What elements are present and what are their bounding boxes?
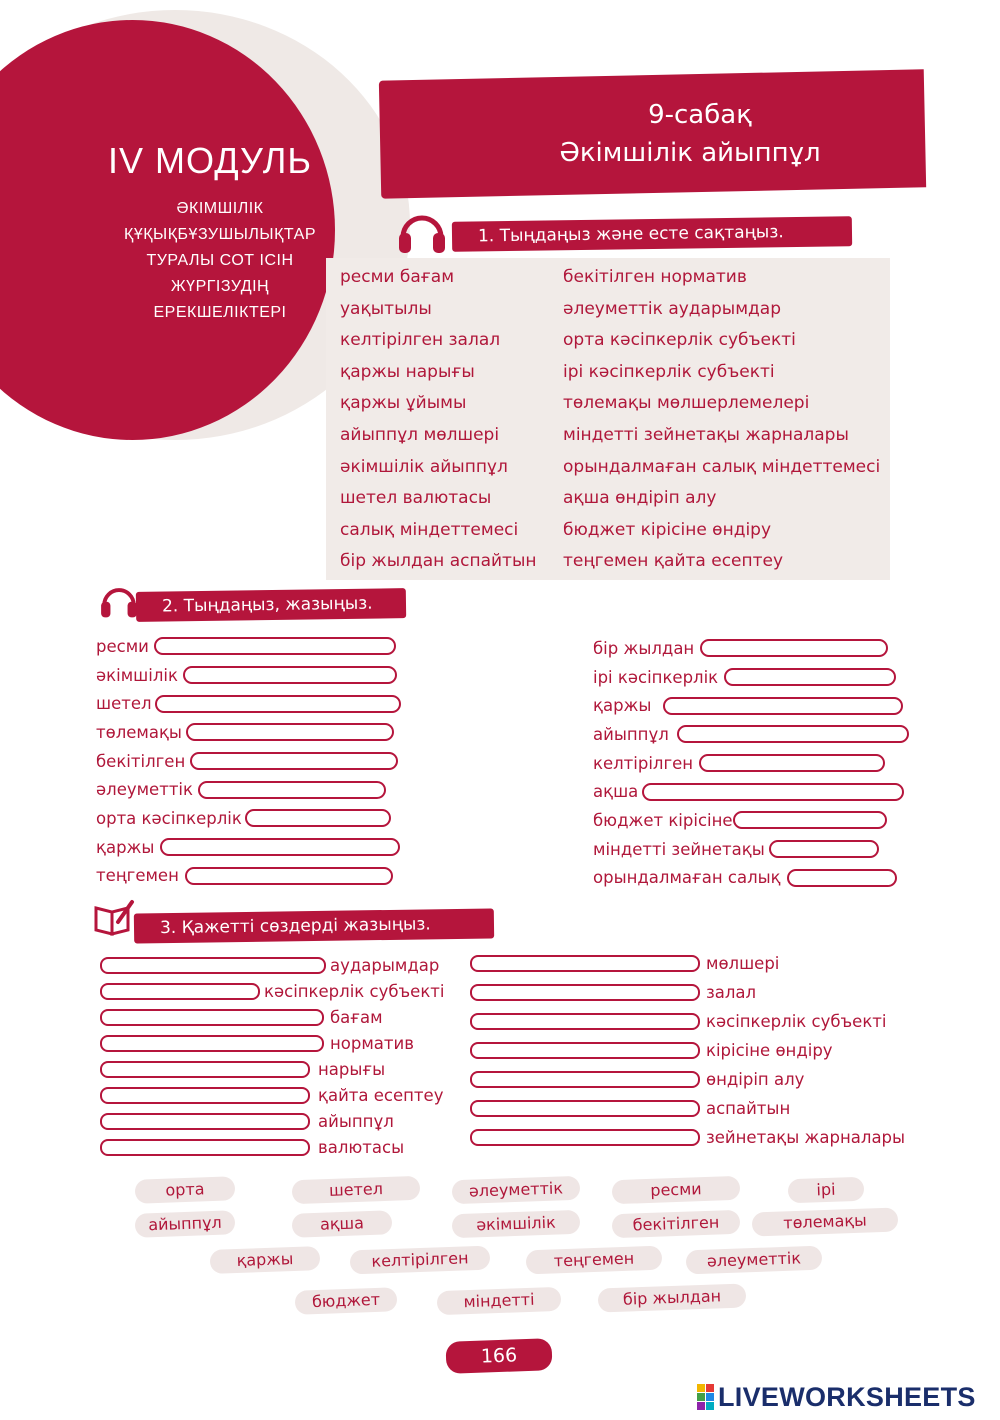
- word-chip[interactable]: әкімшілік: [452, 1210, 581, 1238]
- answer-input[interactable]: [470, 1071, 700, 1088]
- vocabulary-item: қаржы нарығы: [340, 361, 475, 382]
- vocabulary-item: бір жылдан аспайтын: [340, 551, 537, 572]
- answer-input[interactable]: [733, 811, 887, 829]
- answer-input[interactable]: [245, 809, 391, 827]
- answer-input[interactable]: [186, 723, 394, 741]
- module-subtitle: [100, 196, 340, 326]
- fill-row: [100, 1034, 414, 1053]
- fill-row: [100, 1008, 383, 1027]
- word-chip[interactable]: төлемақы: [752, 1207, 899, 1236]
- word-chip[interactable]: орта: [135, 1176, 236, 1203]
- fill-row: [593, 720, 913, 749]
- fill-prompt: әлеуметтік: [96, 780, 193, 800]
- fill-suffix: кәсіпкерлік субъекті: [706, 1012, 887, 1031]
- fill-row: [96, 862, 406, 891]
- fill-suffix: айыппұл: [318, 1112, 394, 1131]
- headphones-icon: [98, 580, 140, 622]
- fill-row: [593, 691, 913, 720]
- answer-input[interactable]: [470, 955, 700, 972]
- vocabulary-item: әкімшілік айыппұл: [340, 456, 508, 477]
- answer-input[interactable]: [155, 695, 401, 713]
- fill-prompt: айыппұл: [593, 724, 669, 744]
- module-subtitle-line: ТУРАЛЫ СОТ ІСІН: [146, 252, 294, 269]
- word-chip[interactable]: міндетті: [437, 1287, 562, 1315]
- answer-input[interactable]: [470, 1013, 700, 1030]
- fill-row: [96, 804, 406, 833]
- vocabulary-left-column: [340, 262, 555, 578]
- answer-input[interactable]: [699, 754, 885, 772]
- fill-row: [470, 1041, 833, 1060]
- vocabulary-item: салық міндеттемесі: [340, 519, 519, 540]
- fill-suffix: норматив: [330, 1034, 414, 1053]
- exercise3-heading: 3. Қажетті сөздерді жазыңыз.: [134, 908, 494, 943]
- fill-prompt: міндетті зейнетақы: [593, 839, 765, 859]
- fill-row: [593, 749, 913, 778]
- vocabulary-item: келтірілген залал: [340, 330, 501, 351]
- word-chip[interactable]: әлеуметтік: [686, 1246, 823, 1275]
- module-subtitle-line: ӘКІМШІЛІК: [176, 200, 264, 217]
- vocabulary-item: төлемақы мөлшерлемелері: [563, 393, 810, 414]
- answer-input[interactable]: [190, 752, 398, 770]
- answer-input[interactable]: [100, 1113, 310, 1130]
- book-pencil-icon: [92, 898, 136, 938]
- fill-row: [96, 747, 406, 776]
- vocabulary-item: уақытылы: [340, 298, 432, 319]
- fill-prompt: бір жылдан: [593, 638, 695, 658]
- vocabulary-item: орындалмаған салық міндеттемесі: [563, 456, 881, 477]
- fill-row: [100, 1086, 443, 1105]
- vocabulary-item: ресми бағам: [340, 267, 455, 287]
- answer-input[interactable]: [100, 1061, 310, 1078]
- fill-prompt: бюджет кірісіне: [593, 810, 733, 830]
- fill-prompt: теңгемен: [96, 866, 179, 886]
- fill-prompt: ресми: [96, 636, 149, 656]
- vocabulary-item: ірі кәсіпкерлік субъекті: [563, 361, 775, 382]
- answer-input[interactable]: [160, 838, 400, 856]
- word-chip[interactable]: қаржы: [210, 1246, 321, 1274]
- answer-input[interactable]: [100, 983, 260, 1000]
- fill-row: [470, 1012, 886, 1031]
- vocabulary-item: әлеуметтік аударымдар: [563, 298, 781, 319]
- fill-prompt: орындалмаған салық: [593, 868, 781, 888]
- answer-input[interactable]: [677, 725, 909, 743]
- page-number: 166: [445, 1338, 552, 1374]
- word-chip[interactable]: айыппұл: [135, 1210, 236, 1237]
- answer-input[interactable]: [470, 1100, 700, 1117]
- fill-suffix: нарығы: [318, 1060, 386, 1079]
- word-chip[interactable]: шетел: [292, 1176, 421, 1204]
- answer-input[interactable]: [183, 666, 397, 684]
- vocabulary-item: шетел валютасы: [340, 488, 492, 509]
- liveworksheets-logo-icon: [697, 1384, 715, 1410]
- vocabulary-item: бюджет кірісіне өндіру: [563, 519, 772, 540]
- vocabulary-right-column: [563, 262, 893, 578]
- answer-input[interactable]: [769, 840, 879, 858]
- fill-prompt: төлемақы: [96, 722, 182, 742]
- fill-suffix: өндіріп алу: [706, 1070, 805, 1089]
- fill-prompt: бекітілген: [96, 751, 186, 771]
- fill-row: [470, 983, 756, 1002]
- lesson-title: Әкімшілік айыппұл: [559, 138, 821, 168]
- word-chip[interactable]: бір жылдан: [598, 1283, 747, 1312]
- module-subtitle-line: ЕРЕКШЕЛІКТЕРІ: [153, 304, 287, 321]
- fill-row: [593, 835, 913, 864]
- fill-row: [593, 777, 913, 806]
- fill-row: [593, 634, 913, 663]
- answer-input[interactable]: [198, 781, 386, 799]
- fill-prompt: шетел: [96, 694, 152, 714]
- vocabulary-item: теңгемен қайта есептеу: [563, 551, 784, 572]
- fill-row: [96, 718, 406, 747]
- liveworksheets-brand[interactable]: LIVEWORKSHEETS: [718, 1382, 976, 1412]
- fill-row: [96, 775, 406, 804]
- module-subtitle-line: ЖҮРГІЗУДІҢ: [170, 278, 270, 295]
- fill-row: [96, 632, 406, 661]
- fill-prompt: қаржы: [96, 837, 155, 857]
- fill-row: [100, 1138, 404, 1157]
- fill-suffix: аударымдар: [330, 956, 440, 975]
- word-chip[interactable]: бекітілген: [612, 1210, 741, 1238]
- lesson-number: 9-сабақ: [648, 100, 752, 130]
- vocabulary-item: қаржы ұйымы: [340, 393, 467, 414]
- headphones-icon: [395, 205, 449, 259]
- fill-suffix: кірісіне өндіру: [706, 1041, 833, 1060]
- module-title: IV МОДУЛЬ: [108, 140, 312, 181]
- answer-input[interactable]: [100, 1035, 324, 1052]
- word-chip[interactable]: ақша: [292, 1210, 393, 1237]
- fill-row: [470, 1099, 790, 1118]
- answer-input[interactable]: [470, 1129, 700, 1146]
- fill-row: [470, 1070, 804, 1089]
- fill-suffix: аспайтын: [706, 1099, 791, 1118]
- vocabulary-item: ақша өндіріп алу: [563, 488, 717, 509]
- fill-row: [100, 982, 444, 1001]
- answer-input[interactable]: [100, 957, 326, 974]
- fill-row: [100, 956, 439, 975]
- fill-prompt: орта кәсіпкерлік: [96, 808, 242, 828]
- word-chip[interactable]: келтірілген: [350, 1246, 491, 1275]
- fill-suffix: кәсіпкерлік субъекті: [264, 982, 445, 1001]
- answer-input[interactable]: [100, 1009, 324, 1026]
- fill-suffix: зейнетақы жарналары: [706, 1128, 906, 1147]
- fill-prompt: әкімшілік: [96, 665, 178, 685]
- fill-prompt: ірі кәсіпкерлік: [593, 667, 719, 687]
- exercise1-heading: 1. Тыңдаңыз және есте сақтаңыз.: [452, 216, 852, 252]
- module-subtitle-line: ҚҰҚЫҚБҰЗУШЫЛЫҚТАР: [124, 226, 316, 243]
- word-chip[interactable]: теңгемен: [526, 1246, 663, 1275]
- fill-row: [96, 661, 406, 690]
- answer-input[interactable]: [154, 637, 396, 655]
- fill-suffix: қайта есептеу: [318, 1086, 444, 1105]
- exercise2-right-list: [593, 634, 913, 892]
- fill-row: [96, 689, 406, 718]
- fill-suffix: мөлшері: [706, 954, 780, 973]
- answer-input[interactable]: [700, 639, 888, 657]
- answer-input[interactable]: [100, 1139, 310, 1156]
- answer-input[interactable]: [787, 869, 897, 887]
- fill-row: [593, 663, 913, 692]
- word-chip[interactable]: ірі: [788, 1177, 865, 1204]
- fill-suffix: бағам: [330, 1008, 383, 1027]
- vocabulary-item: айыппұл мөлшері: [340, 424, 500, 445]
- fill-row: [470, 1128, 905, 1147]
- vocabulary-item: орта кәсіпкерлік субъекті: [563, 330, 796, 351]
- fill-suffix: валютасы: [318, 1138, 405, 1157]
- lesson-banner: [379, 69, 926, 198]
- fill-row: [593, 864, 913, 893]
- answer-input[interactable]: [470, 984, 700, 1001]
- answer-input[interactable]: [663, 697, 903, 715]
- vocabulary-item: міндетті зейнетақы жарналары: [563, 424, 849, 445]
- word-chip[interactable]: әлеуметтік: [452, 1176, 581, 1204]
- answer-input[interactable]: [724, 668, 896, 686]
- fill-row: [593, 806, 913, 835]
- fill-row: [470, 954, 779, 973]
- fill-suffix: залал: [706, 983, 757, 1002]
- fill-row: [96, 833, 406, 862]
- fill-prompt: ақша: [593, 782, 639, 802]
- vocabulary-item: бекітілген норматив: [563, 267, 747, 287]
- word-chip[interactable]: ресми: [612, 1176, 741, 1204]
- fill-prompt: келтірілген: [593, 753, 694, 773]
- answer-input[interactable]: [642, 783, 904, 801]
- fill-prompt: қаржы: [593, 696, 652, 716]
- answer-input[interactable]: [470, 1042, 700, 1059]
- answer-input[interactable]: [100, 1087, 310, 1104]
- exercise2-heading: 2. Тыңдаңыз, жазыңыз.: [136, 588, 406, 622]
- fill-row: [100, 1112, 394, 1131]
- word-chip[interactable]: бюджет: [295, 1287, 398, 1315]
- exercise2-left-list: [96, 632, 406, 890]
- answer-input[interactable]: [185, 867, 393, 885]
- fill-row: [100, 1060, 385, 1079]
